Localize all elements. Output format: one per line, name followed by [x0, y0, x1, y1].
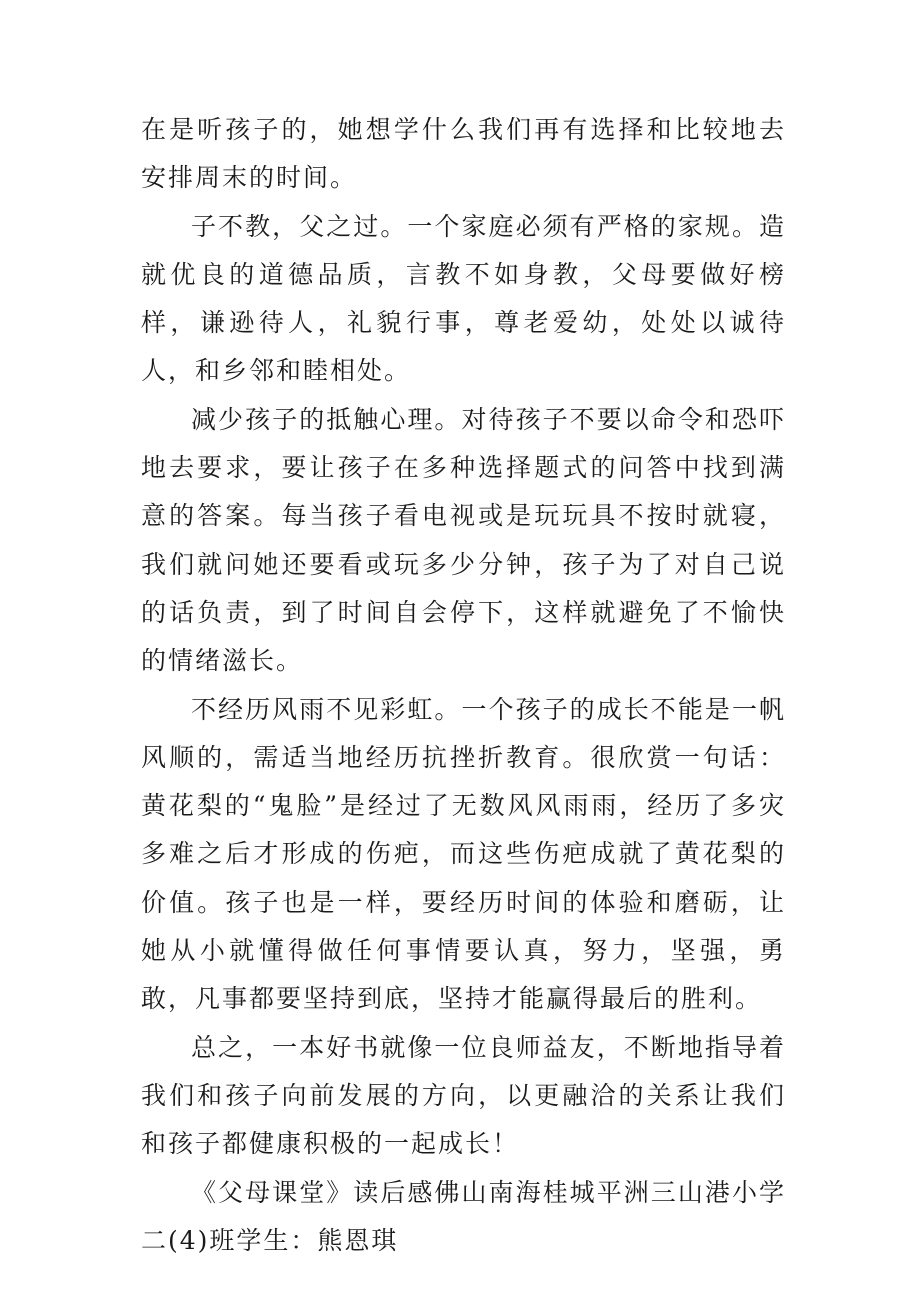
paragraph-family-rules: 子不教，父之过。一个家庭必须有严格的家规。造就优良的道德品质，言教不如身教，父母要做好榜样，谦逊待人，礼貌行事，尊老爱幼，处处以诚待人，和乡邻和睦相处。 — [141, 211, 786, 386]
paragraph-signature: 《父母课堂》读后感佛山南海桂城平洲三山港小学二(4)班学生：熊恩琪 — [141, 1177, 786, 1255]
paragraph-adversity: 不经历风雨不见彩虹。一个孩子的成长不能是一帆风顺的，需适当地经历抗挫折教育。很欣赏一句话：黄花梨的“鬼脸”是经过了无数风风雨雨，经历了多灾多难之后才形成的伤疤，而这些伤疤成就了黄花梨的价值。孩子也是一样，要经历时间的体验和磨砺，让她从小就懂得做任何事情要认真，努力，坚强，勇敢，凡事都要坚持到底，坚持才能赢得最后的胜利。 — [141, 694, 786, 1014]
paragraph-continuation: 在是听孩子的，她想学什么我们再有选择和比较地去安排周末的时间。 — [141, 115, 786, 193]
paragraph-reduce-resistance: 减少孩子的抵触心理。对待孩子不要以命令和恐吓地去要求，要让孩子在多种选择题式的问答中找到满意的答案。每当孩子看电视或是玩玩具不按时就寝，我们就问她还要看或玩多少分钟，孩子为了对自己说的话负责，到了时间自会停下，这样就避免了不愉快的情绪滋长。 — [141, 404, 786, 676]
paragraph-conclusion: 总之，一本好书就像一位良师益友，不断地指导着我们和孩子向前发展的方向，以更融洽的关系让我们和孩子都健康积极的一起成长！ — [141, 1032, 786, 1159]
document-body — [141, 106, 786, 1265]
